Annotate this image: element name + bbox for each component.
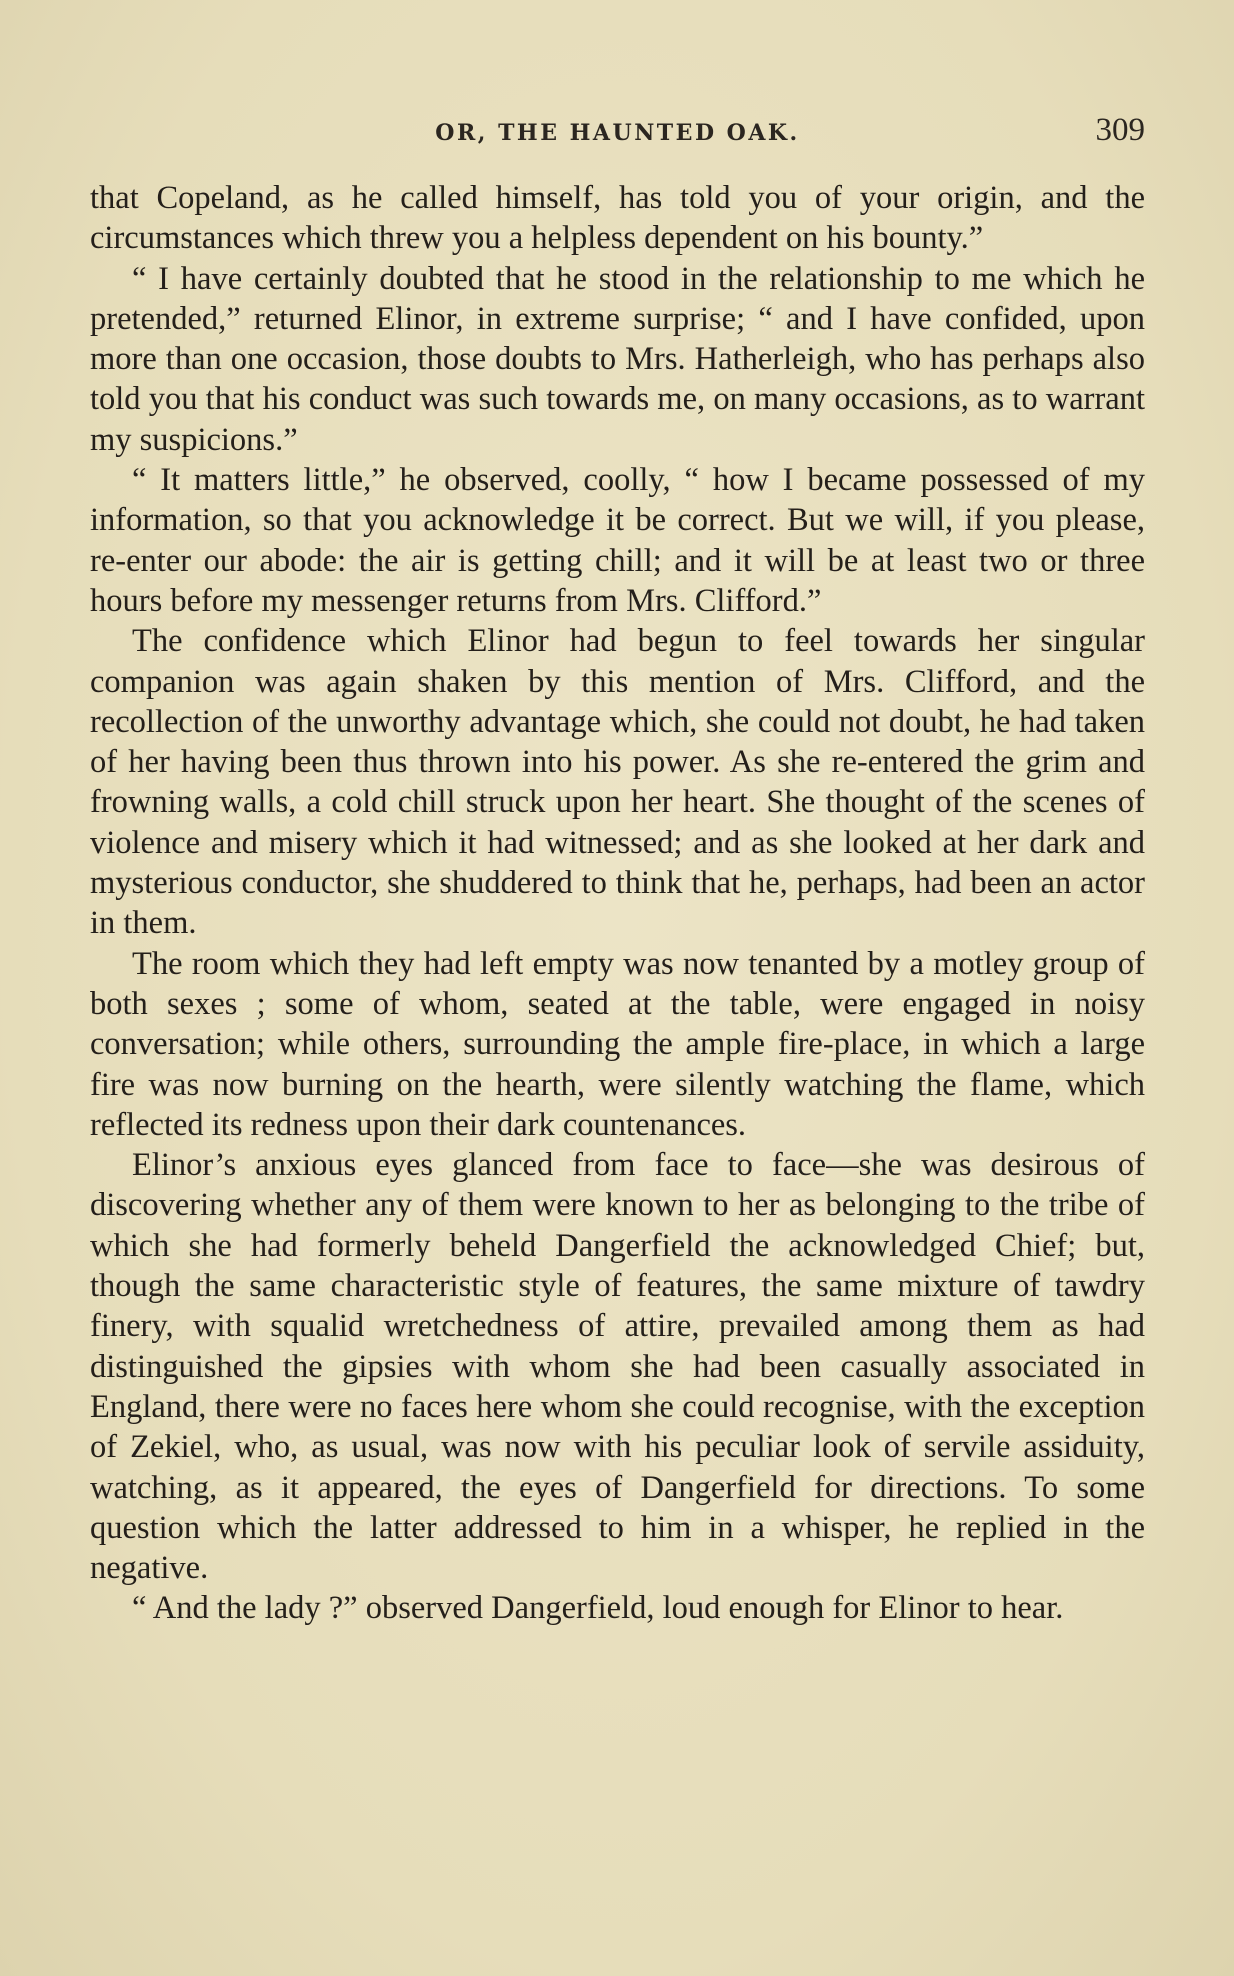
paragraph: The room which they had left empty was now tenanted by a motley group of both sexes ; some of whom, seated at the table, were engaged in noisy conversation; while others, surrounding the ample fire-place, in which a large fire was now burning on the hearth, were silently watching the flame, which reflected its redness upon their dark countenances.	[90, 945, 1145, 1143]
paragraph: “ It matters little,” he observed, coolly, “ how I became possessed of my information, so that you acknowledge it be correct. But we will, if you please, re-enter our abode: the air is getting chill; and it will be at least two or three hours before my messenger returns from Mrs. Clifford.”	[90, 462, 1145, 619]
paragraph: “ I have certainly doubted that he stood in the relationship to me which he pretended,” returned Elinor, in extreme surprise; “ and I have confided, upon more than one occasion, those doubts to Mrs. Hatherleigh, who has perhaps also told you that his conduct was such towards me, on many occasions, as to warrant my suspicions.”	[90, 260, 1145, 458]
paragraph: “ And the lady ?” observed Dangerfield, loud enough for Elinor to hear.	[132, 1590, 1064, 1627]
running-title: OR, THE HAUNTED OAK.	[435, 120, 800, 146]
body-text	[90, 178, 1145, 1629]
running-head	[90, 112, 1145, 156]
page-number: 309	[1095, 112, 1145, 148]
paragraph: that Copeland, as he called himself, has told you of your origin, and the circumstances which threw you a helpless dependent on his bounty.”	[90, 180, 1145, 257]
paragraph: Elinor’s anxious eyes glanced from face to face—she was desirous of discovering whether any of them were known to her as belonging to the tribe of which she had formerly beheld Dangerfield the acknowledged Chief; but, though the same characteristic style of features, the same mixture of tawdry finery, with squalid wretchedness of attire, prevailed among them as had distinguished the gipsies with whom she had been casually associated in England, there were no faces here whom she could recognise, with the exception of Zekiel, who, as usual, was now with his peculiar look of servile assiduity, watching, as it appeared, the eyes of Dangerfield for directions. To some question which the latter addressed to him in a whisper, he replied in the negative.	[90, 1147, 1145, 1587]
paragraph: The confidence which Elinor had begun to feel towards her singular companion was again shaken by this mention of Mrs. Clifford, and the recollection of the unworthy advantage which, she could not doubt, he had taken of her having been thus thrown into his power. As she re-entered the grim and frowning walls, a cold chill struck upon her heart. She thought of the scenes of violence and misery which it had witnessed; and as she looked at her dark and mysterious conductor, she shuddered to think that he, perhaps, had been an actor in them.	[90, 623, 1145, 942]
